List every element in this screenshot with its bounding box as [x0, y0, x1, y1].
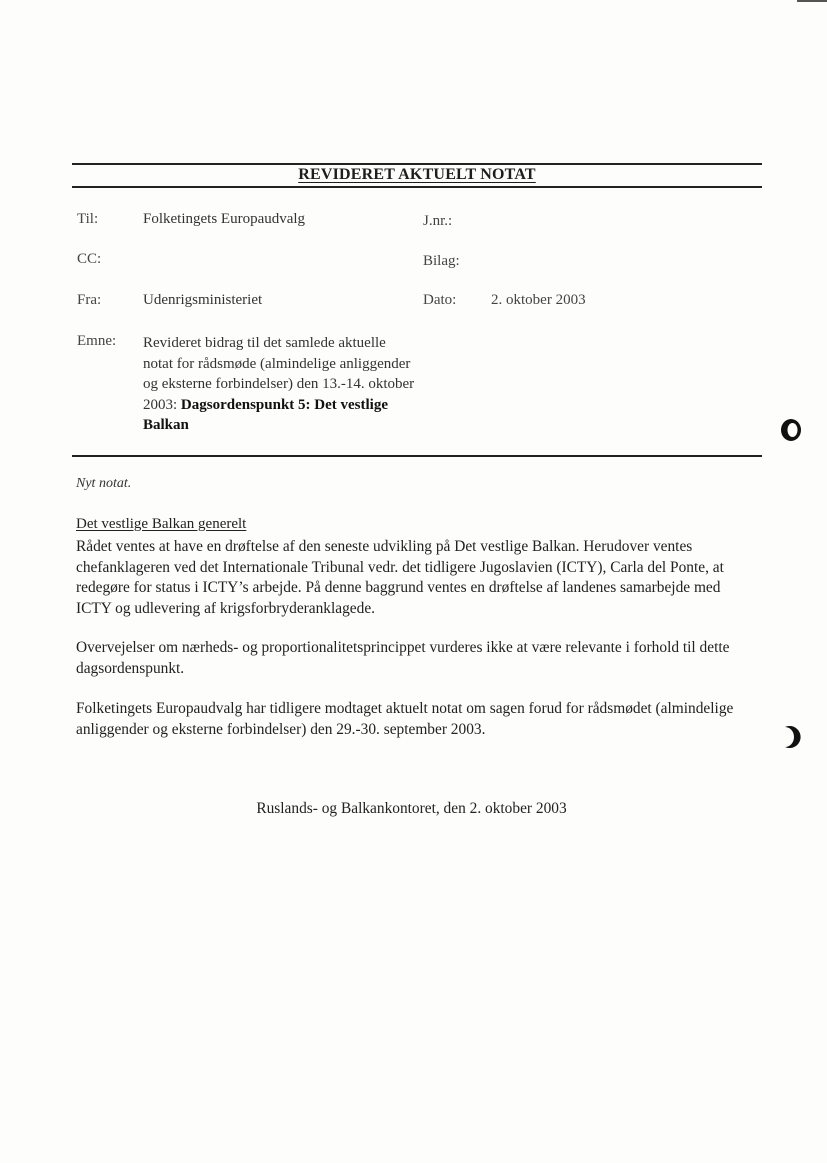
- punch-hole-icon: [779, 417, 803, 443]
- footer-text: Ruslands- og Balkankontoret, den 2. oktober 2003: [256, 800, 567, 817]
- emne-agenda-item: Dagsordenspunkt 5: Det vestlige Balkan: [143, 396, 389, 433]
- paragraph-3: Folketingets Europaudvalg har tidligere modtaget aktuelt notat om sagen forud for rådsmødet (almindelige anliggender og eksterne forbindelser) den 29.-30. september 2003.: [76, 700, 734, 738]
- dato-value: 2. oktober 2003: [491, 292, 586, 308]
- scan-corner-mark: [797, 0, 827, 2]
- emne-text: Revideret bidrag til det samlede aktuelle notat for rådsmøde (almindelige anliggender og eksterne forbindelser) den 13.-14. oktober 2003:: [143, 335, 415, 413]
- section-heading: Det vestlige Balkan generelt: [76, 516, 247, 532]
- emne-value: [143, 333, 418, 436]
- til-value: Folketingets Europaudvalg: [143, 211, 306, 227]
- bilag-label: Bilag:: [423, 253, 460, 269]
- paragraph-2: Overvejelser om nærheds- og proportionalitetsprincippet vurderes ikke at være relevante i forhold til dette dagsordenspunkt.: [76, 639, 730, 677]
- jnr-label: J.nr.:: [423, 213, 453, 229]
- note-status: Nyt notat.: [76, 476, 132, 491]
- header-bottom-rule: [72, 455, 762, 457]
- cc-label: CC:: [77, 251, 102, 267]
- dato-label: Dato:: [423, 292, 457, 308]
- emne-label: Emne:: [77, 333, 117, 349]
- punch-hole-icon: [779, 724, 803, 750]
- fra-label: Fra:: [77, 292, 102, 308]
- top-rule: [72, 163, 762, 165]
- title-underline-rule: [72, 186, 762, 188]
- paragraph-1: Rådet ventes at have en drøftelse af den seneste udvikling på Det vestlige Balkan. Herudover ventes chefanklageren ved det Internationale Tribunal vedr. det tidligere Jugoslavien (ICTY), Carla del Ponte, at redegøre for status i ICTY’s arbejde. På denne baggrund ventes en drøftelse af landenes samarbejde med ICTY og udlevering af krigsforbryderanklagede.: [76, 538, 724, 617]
- til-label: Til:: [77, 211, 99, 227]
- footer-signature: [0, 800, 827, 818]
- document-title: REVIDERET AKTUELT NOTAT: [298, 166, 536, 183]
- fra-value: Udenrigsministeriet: [143, 292, 263, 308]
